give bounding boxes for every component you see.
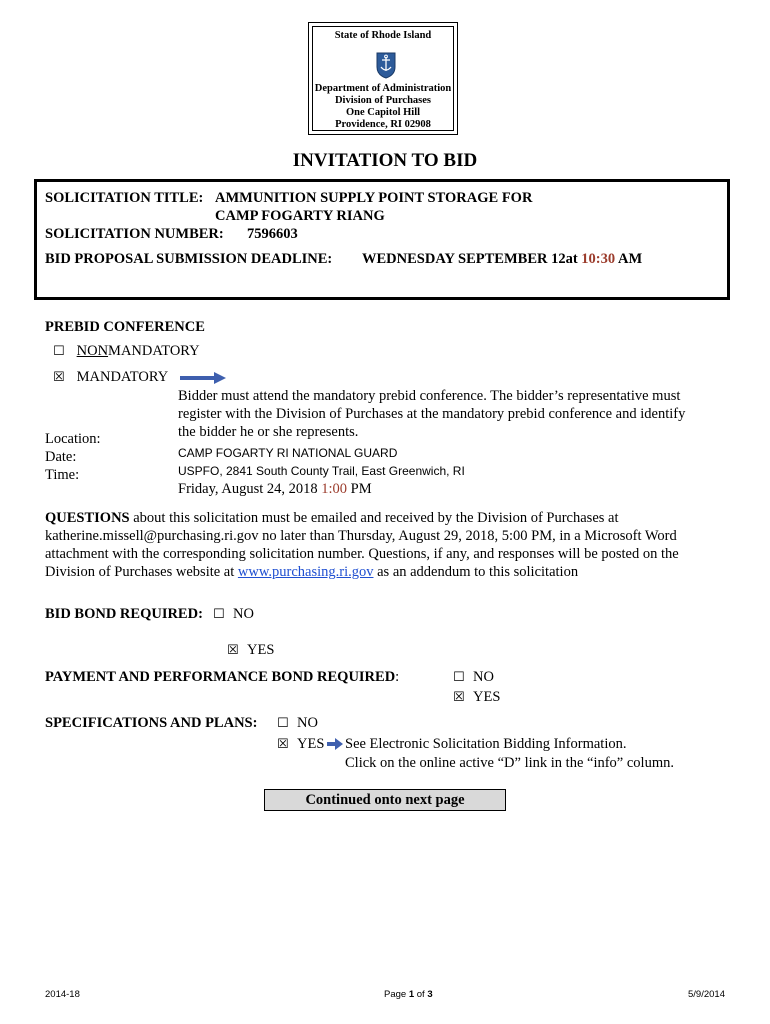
specs-no-option[interactable]	[277, 715, 318, 732]
footer-date: 5/9/2014	[688, 989, 725, 1000]
specs-info-line1: See Electronic Solicitation Bidding Information.	[345, 736, 627, 752]
date-time-value	[178, 481, 372, 498]
questions-line4-after: as an addendum to this solicitation	[373, 564, 579, 580]
deadline-label: BID PROPOSAL SUBMISSION DEADLINE:	[45, 251, 333, 267]
letterhead-street: One Capitol Hill	[345, 107, 421, 118]
letterhead-city: Providence, RI 02908	[335, 119, 431, 130]
deadline-ampm: AM	[617, 251, 643, 267]
nonmandatory-option[interactable]	[53, 343, 200, 360]
payment-bond-no-checkbox[interactable]: ☐	[453, 670, 465, 685]
prebid-description-line2: register with the Division of Purchases at the mandatory prebid conference and identify	[178, 406, 686, 422]
prebid-description	[178, 387, 685, 441]
state-seal-anchor-icon	[375, 51, 397, 79]
deadline-time: 10:30	[581, 251, 616, 267]
payment-bond-yes-checkbox[interactable]: ☒	[453, 690, 465, 705]
continued-notice: Continued onto next page	[264, 789, 506, 811]
bid-bond-label: BID BOND REQUIRED:	[45, 606, 203, 622]
bid-bond-no-option[interactable]	[213, 606, 254, 623]
specs-yes-option[interactable]	[277, 736, 324, 753]
right-arrow-icon	[327, 738, 343, 750]
nonmandatory-checkbox[interactable]: ☐	[53, 344, 65, 359]
bid-bond-yes-label: YES	[247, 642, 275, 658]
prebid-description-line3: the bidder he or she represents.	[178, 424, 359, 440]
payment-bond-yes-label: YES	[473, 689, 501, 705]
specs-yes-label: YES	[297, 736, 325, 752]
footer-page-total: 3	[427, 989, 433, 1000]
letterhead-box	[308, 22, 458, 135]
questions-paragraph	[45, 509, 735, 581]
location-label: Location:	[45, 431, 101, 447]
specs-info-line2: Click on the online active “D” link in the “info” column.	[345, 755, 674, 771]
time-ampm: PM	[350, 481, 372, 497]
letterhead-department: Department of Administration	[314, 83, 452, 94]
prebid-heading: PREBID CONFERENCE	[45, 319, 205, 335]
page-title: INVITATION TO BID	[292, 150, 478, 171]
mandatory-checkbox[interactable]: ☒	[53, 370, 65, 385]
deadline-date: WEDNESDAY SEPTEMBER 12at	[362, 251, 578, 267]
specs-yes-checkbox[interactable]: ☒	[277, 737, 289, 752]
solicitation-number-value: 7596603	[247, 226, 298, 242]
specs-no-label: NO	[297, 715, 318, 731]
questions-line3: attachment with the corresponding solicitation number. Questions, if any, and responses will be posted on the	[45, 546, 679, 562]
payment-bond-yes-option[interactable]	[453, 689, 500, 706]
prebid-description-line1: Bidder must attend the mandatory prebid conference. The bidder’s representative must	[178, 388, 681, 404]
time-label: Time:	[45, 467, 80, 483]
date-label: Date:	[45, 449, 77, 465]
footer-page-current: 1	[408, 989, 415, 1000]
bid-bond-no-checkbox[interactable]: ☐	[213, 607, 225, 622]
time-value: 1:00	[321, 481, 348, 497]
questions-lead: QUESTIONS	[45, 510, 130, 526]
bid-bond-yes-checkbox[interactable]: ☒	[227, 643, 239, 658]
questions-line4	[45, 563, 735, 581]
letterhead-inner-border	[312, 26, 454, 131]
solicitation-title-label: SOLICITATION TITLE:	[45, 190, 204, 206]
address-value: USPFO, 2841 South County Trail, East Greenwich, RI	[178, 464, 465, 478]
payment-bond-label-text: PAYMENT AND PERFORMANCE BOND REQUIRED	[45, 669, 396, 685]
payment-bond-colon: :	[395, 669, 400, 685]
footer-page-number	[384, 989, 433, 1000]
questions-line1-text: about this solicitation must be emailed and received by the Division of Purchases at	[129, 510, 619, 526]
footer-page-prefix: Page	[384, 989, 409, 1000]
nonmandatory-rest: MANDATORY	[108, 343, 200, 359]
bid-bond-no-label: NO	[233, 606, 254, 622]
payment-bond-label	[45, 669, 399, 686]
location-value: CAMP FOGARTY RI NATIONAL GUARD	[178, 446, 398, 460]
footer-page-of: of	[414, 989, 428, 1000]
deadline-value	[362, 251, 642, 268]
questions-line4-before: Division of Purchases website at	[45, 564, 238, 580]
purchasing-website-link[interactable]: www.purchasing.ri.gov	[237, 564, 374, 580]
solicitation-title-value-line2: CAMP FOGARTY RIANG	[215, 208, 385, 224]
footer-form-number: 2014-18	[45, 989, 80, 1000]
payment-bond-no-option[interactable]	[453, 669, 494, 686]
questions-line2: katherine.missell@purchasing.ri.gov no later than Thursday, August 29, 2018, 5:00 PM, in a Microsoft Word	[45, 528, 677, 544]
specs-label: SPECIFICATIONS AND PLANS:	[45, 715, 258, 731]
solicitation-number-label: SOLICITATION NUMBER:	[45, 226, 224, 242]
mandatory-label: MANDATORY	[76, 369, 169, 385]
mandatory-option[interactable]	[53, 369, 168, 386]
solicitation-title-value-line1: AMMUNITION SUPPLY POINT STORAGE FOR	[215, 190, 533, 206]
questions-line1	[45, 509, 735, 527]
date-value: Friday, August 24, 2018	[178, 481, 318, 497]
payment-bond-no-label: NO	[473, 669, 494, 685]
nonmandatory-prefix: NON	[76, 343, 109, 359]
bid-bond-yes-option[interactable]	[227, 642, 274, 659]
right-arrow-icon	[180, 372, 226, 384]
specs-no-checkbox[interactable]: ☐	[277, 716, 289, 731]
letterhead-state: State of Rhode Island	[334, 30, 432, 41]
letterhead-division: Division of Purchases	[334, 95, 432, 106]
